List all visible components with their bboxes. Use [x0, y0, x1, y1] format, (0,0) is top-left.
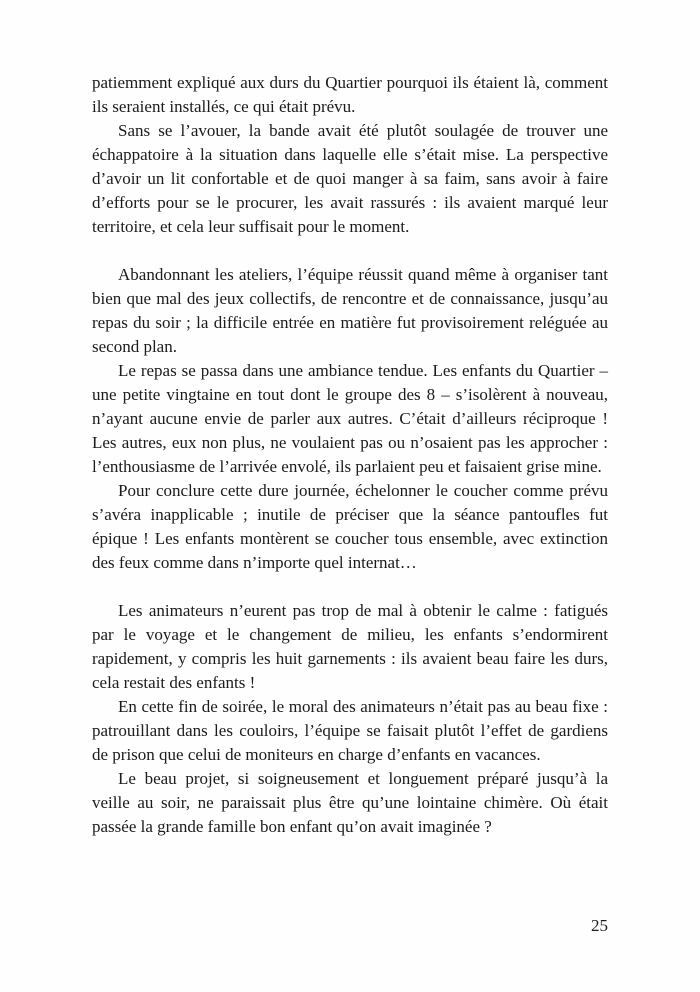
section: [92, 599, 608, 839]
paragraph: Le beau projet, si soigneusement et longuement préparé jusqu’à la veille au soir, ne paraissait plus être qu’une lointaine chimère. Où était passée la grande famille bon enfant qu’on avait imaginée ?: [92, 769, 608, 836]
section: [92, 263, 608, 575]
section: [92, 71, 608, 239]
paragraph: Pour conclure cette dure journée, échelonner le coucher comme prévu s’avéra inapplicable ; inutile de préciser que la séance pantoufles fut épique ! Les enfants montèrent se coucher tous ensemble, avec extinction des feux comme dans n’importe quel internat…: [92, 481, 608, 572]
paragraph: Le repas se passa dans une ambiance tendue. Les enfants du Quartier – une petite vingtaine en tout dont le groupe des 8 – s’isolèrent à nouveau, n’ayant aucune envie de parler aux autres. C’était d’ailleurs réciproque ! Les autres, eux non plus, ne voulaient pas ou n’osaient pas les approcher : l’enthousiasme de l’arrivée envolé, ils parlaient peu et faisaient grise mine.: [92, 361, 608, 476]
paragraph: Sans se l’avouer, la bande avait été plutôt soulagée de trouver une échappatoire à la situation dans laquelle elle s’était mise. La perspective d’avoir un lit confortable et de quoi manger à sa faim, sans avoir à faire d’efforts pour se le procurer, les avait rassurés : ils avaient marqué leur territoire, et cela leur suffisait pour le moment.: [92, 121, 608, 236]
paragraph: Abandonnant les ateliers, l’équipe réussit quand même à organiser tant bien que mal des jeux collectifs, de rencontre et de connaissance, jusqu’au repas du soir ; la difficile entrée en matière fut provisoirement reléguée au second plan.: [92, 265, 608, 356]
paragraph: Les animateurs n’eurent pas trop de mal à obtenir le calme : fatigués par le voyage et le changement de milieu, les enfants s’endormirent rapidement, y compris les huit garnements : ils avaient beau faire les durs, cela restait des enfants !: [92, 601, 608, 692]
page-body: [92, 71, 608, 839]
page-number: 25: [591, 916, 608, 935]
paragraph: En cette fin de soirée, le moral des animateurs n’était pas au beau fixe : patrouillant dans les couloirs, l’équipe se faisait plutôt l’effet de gardiens de prison que celui de moniteurs en charge d’enfants en vacances.: [92, 697, 608, 764]
paragraph: patiemment expliqué aux durs du Quartier pourquoi ils étaient là, comment ils seraient installés, ce qui était prévu.: [92, 73, 608, 116]
